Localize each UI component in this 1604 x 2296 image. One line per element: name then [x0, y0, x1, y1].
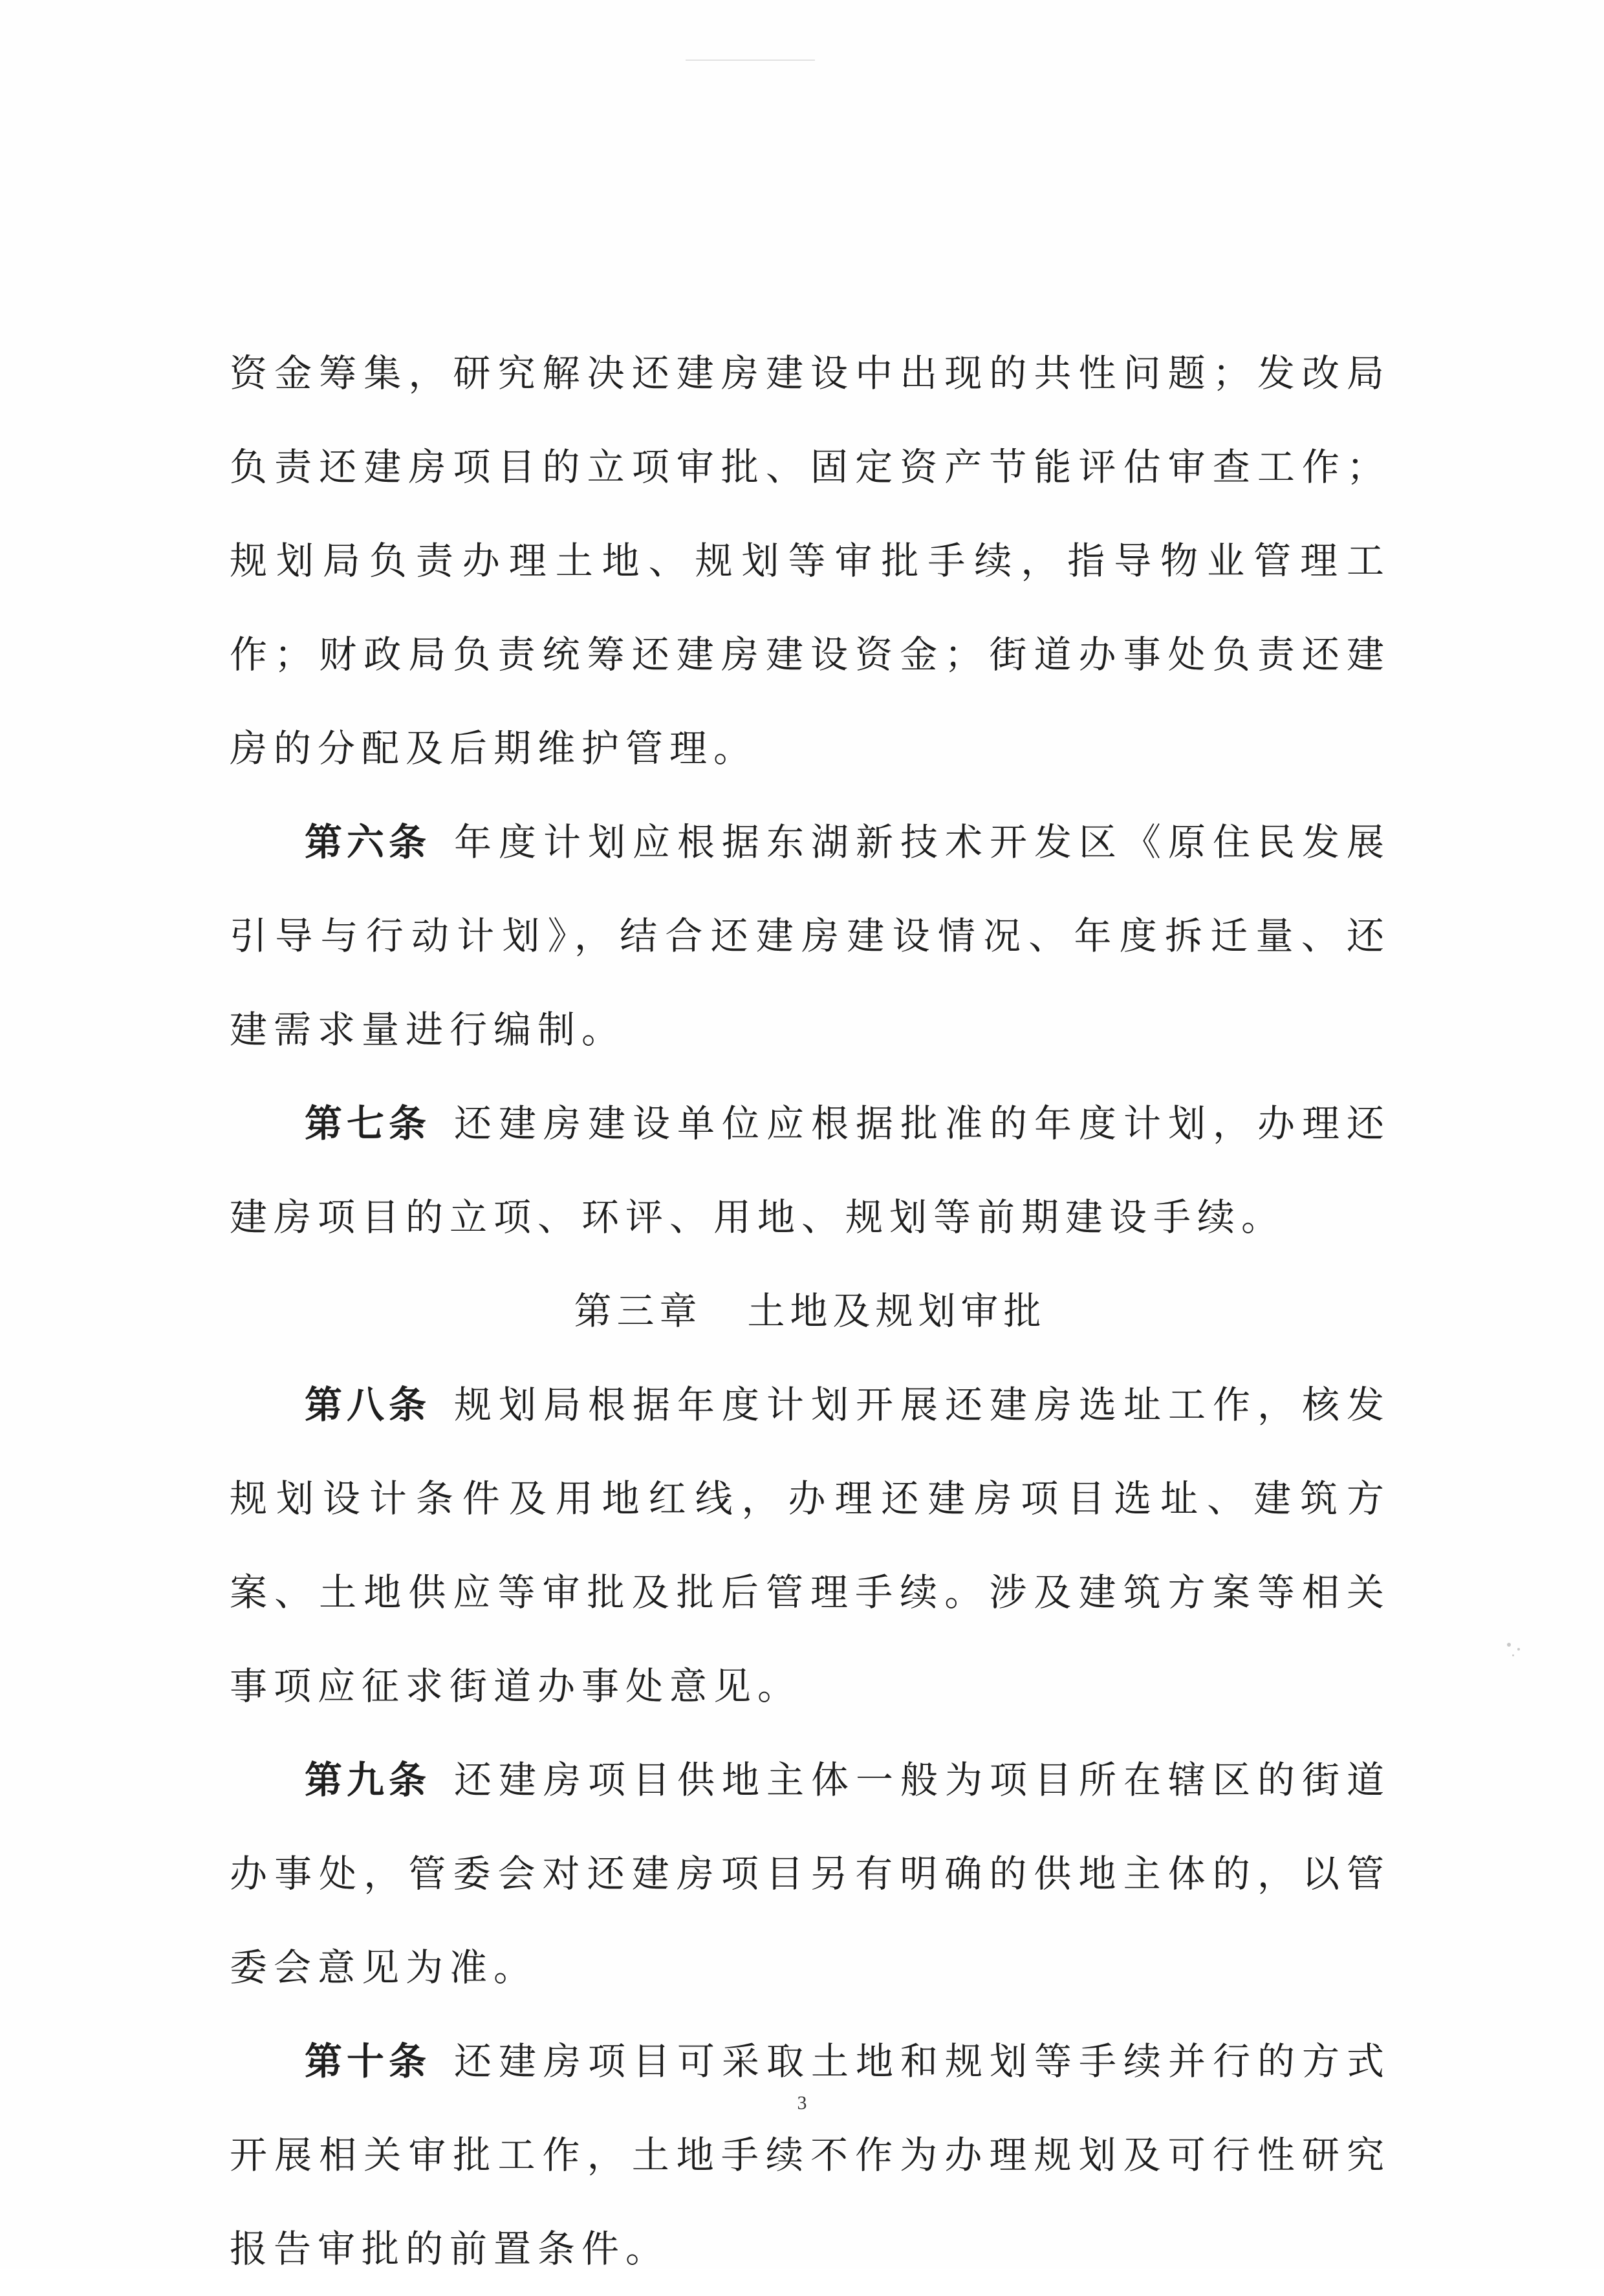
chapter-title: 土地及规划审批	[747, 1289, 1046, 1333]
article-6	[230, 796, 1391, 1077]
article-label: 第六条	[305, 820, 431, 864]
chapter-number: 第三章	[574, 1289, 702, 1333]
scan-artifact-line	[686, 60, 815, 61]
article-8	[230, 1358, 1391, 1733]
article-text: 规划局根据年度计划开展还建房选址工作，核发规划设计条件及用地红线，办理还建房项目选址、建筑方案、土地供应等审批及批后管理手续。涉及建筑方案等相关事项应征求街道办事处意见。	[230, 1383, 1391, 1708]
article-label: 第九条	[305, 1758, 431, 1802]
article-text: 还建房建设单位应根据批准的年度计划，办理还建房项目的立项、环评、用地、规划等前期建设手续。	[230, 1101, 1391, 1239]
article-10	[230, 2015, 1391, 2296]
article-7	[230, 1077, 1391, 1264]
scan-artifact-dot	[1512, 1654, 1514, 1656]
article-9	[230, 1733, 1391, 2015]
article-label: 第十条	[305, 2039, 431, 2083]
intro-paragraph: 资金筹集，研究解决还建房建设中出现的共性问题；发改局负责还建房项目的立项审批、固定资产节能评估审查工作；规划局负责办理土地、规划等审批手续，指导物业管理工作；财政局负责统筹还建房建设资金；街道办事处负责还建房的分配及后期维护管理。	[230, 351, 1391, 770]
document-body	[230, 327, 1391, 2296]
page-number: 3	[797, 2092, 807, 2114]
article-text: 年度计划应根据东湖新技术开发区《原住民发展引导与行动计划》，结合还建房建设情况、年度拆迁量、还建需求量进行编制。	[230, 820, 1391, 1052]
chapter-heading	[230, 1264, 1391, 1358]
scan-artifact-dot	[1517, 1648, 1520, 1651]
article-label: 第七条	[305, 1101, 431, 1145]
article-label: 第八条	[305, 1383, 431, 1427]
scan-artifact-dot	[1507, 1643, 1511, 1647]
article-text: 还建房项目供地主体一般为项目所在辖区的街道办事处，管委会对还建房项目另有明确的供地主体的，以管委会意见为准。	[230, 1758, 1391, 1989]
article-text: 还建房项目可采取土地和规划等手续并行的方式开展相关审批工作，土地手续不作为办理规划及可行性研究报告审批的前置条件。	[230, 2039, 1391, 2271]
